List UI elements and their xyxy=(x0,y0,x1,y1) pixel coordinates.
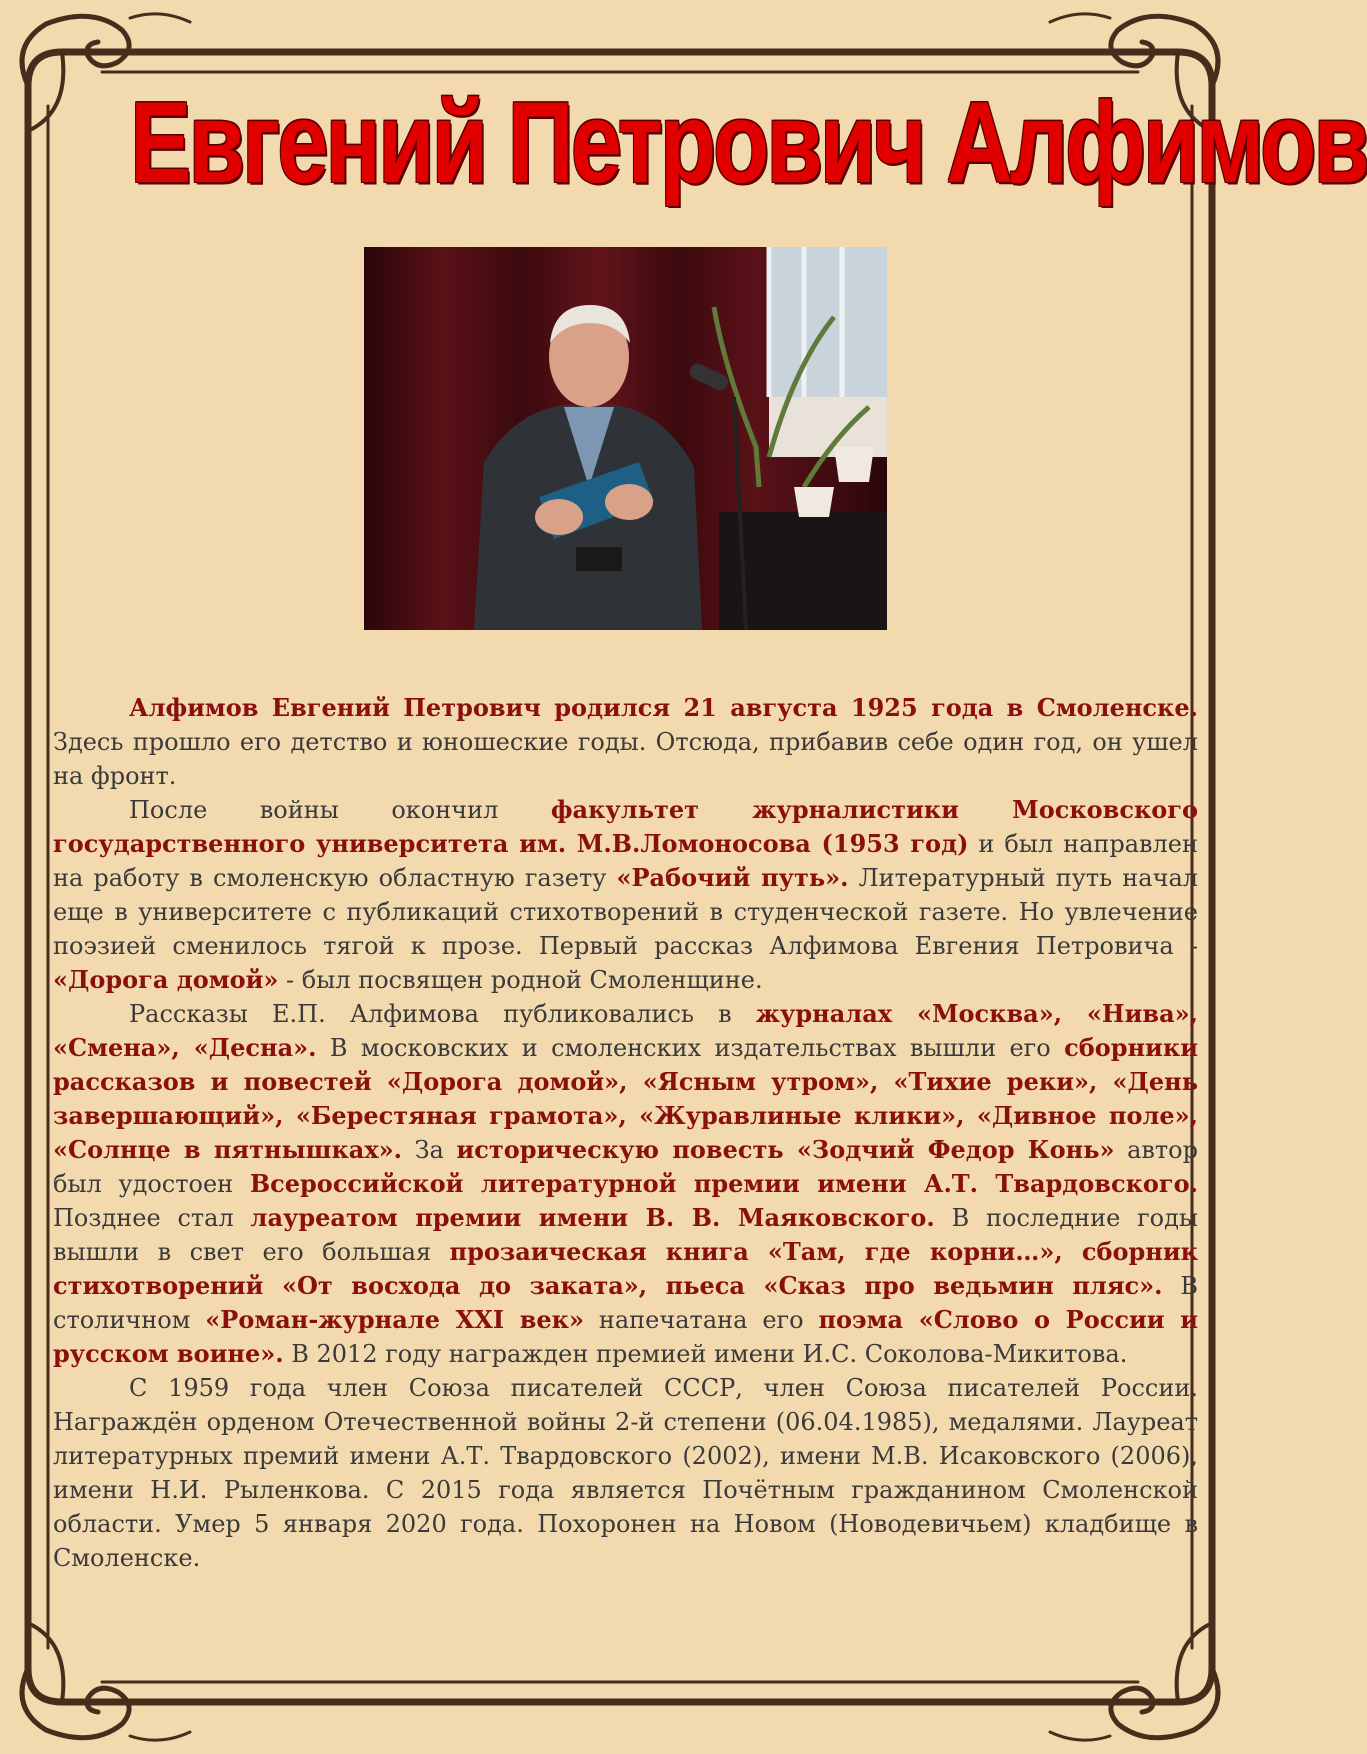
body-text: - был посвящен родной Смоленщине. xyxy=(278,966,763,994)
biography-paragraph xyxy=(53,1371,1198,1575)
body-text: Позднее стал xyxy=(53,1204,251,1232)
body-text: За xyxy=(402,1136,457,1164)
body-text: В столичном xyxy=(53,1272,1199,1334)
body-text: напечатана его xyxy=(583,1306,819,1334)
highlighted-text: факультет журналистики Московского государственного университета им. М.В.Ломоносова (1953 год) xyxy=(53,795,1198,858)
highlighted-text: «Роман-журнале XXI век» xyxy=(205,1305,584,1334)
body-text: Литературный путь начал еще в университете с публикаций стихотворений в студенческой газете. Но увлечение поэзией сменилось тягой к прозе. Первый рассказ Алфимова Евгения Петровича - xyxy=(53,864,1199,960)
body-text: и был направлен на работу в смоленскую областную газету xyxy=(53,830,1198,892)
biography-paragraph xyxy=(53,691,1198,793)
biography-paragraph xyxy=(53,793,1198,997)
body-text: В 2012 году награжден премией имени И.С. Соколова-Микитова. xyxy=(283,1340,1128,1368)
body-text: В последние годы вышли в свет его большая xyxy=(53,1204,1198,1266)
highlighted-text: сборники рассказов и повестей «Дорога домой», «Ясным утром», «Тихие реки», «День завершающий», «Берестяная грамота», «Журавлиные клики», «Дивное поле», «Солнце в пятнышках». xyxy=(53,1033,1198,1164)
highlighted-text: «Дорога домой» xyxy=(53,965,279,994)
biography-paragraph xyxy=(53,997,1198,1371)
body-text: Здесь прошло его детство и юношеские годы. Отсюда, прибавив себе один год, он ушел на фронт. xyxy=(53,728,1198,790)
highlighted-text: лауреатом премии имени В. В. Маяковского. xyxy=(250,1203,935,1232)
highlighted-text: Всероссийской литературной премии имени А.Т. Твардовского. xyxy=(249,1169,1198,1198)
highlighted-text: поэма «Слово о России и русском воине». xyxy=(53,1305,1198,1368)
body-text: После войны окончил xyxy=(129,796,551,824)
highlighted-text: историческую повесть «Зодчий Федор Конь» xyxy=(456,1135,1115,1164)
highlighted-text: «Рабочий путь». xyxy=(616,863,849,892)
biography-text xyxy=(53,691,1198,1575)
body-text: С 1959 года член Союза писателей СССР, член Союза писателей России. Награждён орденом Отечественной войны 2-й степени (06.04.1985), медалями. Лауреат литературных премий имени А.Т. Твардовского (2002), имени М.В. Исаковского (2006), имени Н.И. Рыленкова. С 2015 года является Почётным гражданином Смоленской области. Умер 5 января 2020 года. Похоронен на Новом (Новодевичьем) кладбище в Смоленске. xyxy=(53,1374,1198,1572)
page-title: Евгений Петрович Алфимов xyxy=(130,79,1367,207)
highlighted-text: журналах «Москва», «Нива», «Смена», «Десна». xyxy=(53,999,1198,1062)
body-text: автор был удостоен xyxy=(53,1136,1198,1198)
body-text: Рассказы Е.П. Алфимова публиковались в xyxy=(129,1000,756,1028)
highlighted-text: прозаическая книга «Там, где корни…», сборник стихотворений «От восхода до заката», пьеса «Сказ про ведьмин пляс». xyxy=(53,1237,1198,1300)
portrait-photo xyxy=(364,247,887,630)
body-text: В московских и смоленских издательствах вышли его xyxy=(316,1034,1065,1062)
highlighted-text: Алфимов Евгений Петрович родился 21 августа 1925 года в Смоленске. xyxy=(129,693,1198,722)
